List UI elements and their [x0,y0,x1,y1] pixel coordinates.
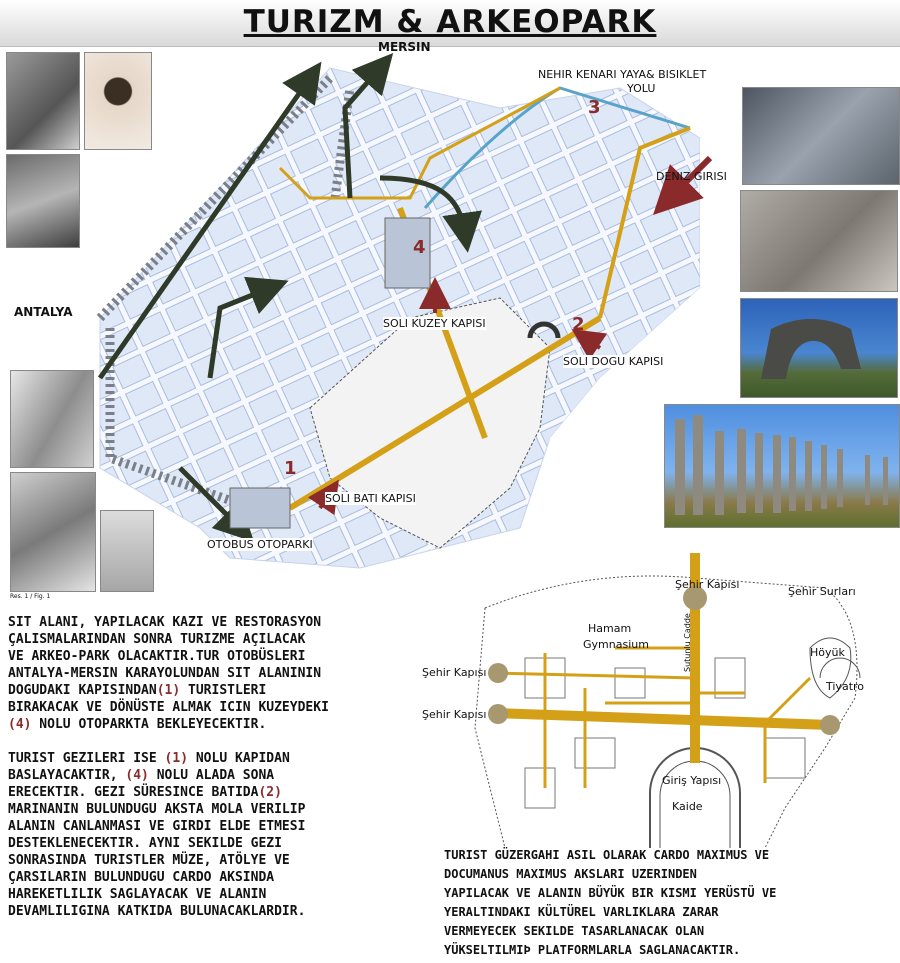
text-line: VE ARKEO-PARK OLACAKTIR.TUR OTOBÜSLERI [8,649,306,664]
text-line: SONRASINDA TURISTLER MÜZE, ATÖLYE VE [8,853,290,868]
text-span: TURISTLERI [180,683,267,698]
route-number-4: 4 [413,237,426,258]
label-bus-park: OTOBUS OTOPARKI [207,538,313,551]
ref-number: (4) [125,768,149,783]
photo-sculpture-head-2 [6,154,80,248]
ref-number: (1) [156,683,181,698]
text-span: NOLU ALADA SONA [148,768,275,783]
photo-excavation-1 [742,87,900,185]
plan-label-city-gate-left2: Şehir Kapısı [422,708,487,721]
text-span: BASLAYACAKTIR, [8,768,126,783]
text-line: ANTALYA-MERSIN KARAYOLUNDAN SIT ALANININ [8,666,322,681]
text-line: DEVAMLILIGINA KATKIDA BULUNACAKLARDIR. [8,904,306,919]
route-number-2: 2 [572,314,585,335]
plan-label-bath: Hamam [588,622,632,635]
label-mersin: MERSIN [378,40,431,54]
text-span: ERECEKTIR. GEZI SÜRESINCE BATIDA [8,785,259,800]
photo-statue-standing [100,510,154,592]
ref-number: (4) [8,717,32,732]
text-line [8,750,438,767]
text-line: HAREKETLILIK SAGLAYACAK VE ALANIN [8,887,267,902]
label-river-path: NEHIR KENARI YAYA& BISIKLET [538,68,707,81]
plan-label-base: Kaide [672,800,703,813]
photo-bronze-statuette [84,52,152,150]
text-line [8,682,438,699]
text-line: YAPILACAK VE ALANIN BÜYÜK BIR KISMI YERÜSTÜ VE [444,886,777,900]
label-antalya: ANTALYA [14,305,73,319]
label-river-path-2: YOLU [627,82,656,95]
text-line: TURIST GÜZERGAHI ASIL OLARAK CARDO MAXIMUS VE [444,848,770,862]
arch-shape [741,299,897,397]
text-span: NOLU OTOPARKTA BEKLEYECEKTIR. [31,717,267,732]
fig-caption: Res. 1 / Fig. 1 [10,593,51,600]
columns-shape [665,405,899,527]
text-span: NOLU KAPIDAN [188,751,290,766]
text-line: DOCUMANUS MAXIMUS AKSLARI UZERINDEN [444,867,697,881]
plan-label-city-gate-left1: Şehir Kapısı [422,666,487,679]
plan-label-gymnasium: Gymnasium [583,638,649,651]
text-line: MARINANIN BULUNDUGU AKSTA MOLA VERILIP [8,802,306,817]
plan-label-theatre: Tiyatro [826,680,865,693]
page-title: TURIZM & ARKEOPARK [243,4,657,40]
plan-label-city-gate-top: Şehir Kapısı [675,578,740,591]
text-line: VERMEYECEK SEKILDE TASARLANACAK OLAN [444,924,705,938]
description-left [8,614,438,920]
text-line: BIRAKACAK VE DÖNÜSTE ALMAK ICIN KUZEYDEKI [8,700,329,715]
plan-label-colonnade: Sutunlu Cadde [683,613,692,672]
label-east-gate: SOLI DOGU KAPISI [563,355,664,368]
route-number-3: 3 [588,97,601,118]
text-line: ÇALISMALARINDAN SONRA TURIZME AÇILACAK [8,632,306,647]
label-west-gate: SOLI BATI KAPISI [325,492,416,505]
photo-excavation-2 [740,190,898,292]
label-north-gate: SOLI KUZEY KAPISI [383,317,486,330]
text-line: YERALTINDAKI KÜLTÜREL VARLIKLARA ZARAR [444,905,719,919]
text-span: TURIST GEZILERI ISE [8,751,165,766]
label-sea-entrance: DENIZ GIRISI [656,170,727,183]
spacer [8,733,438,750]
photo-sculpture-head-1 [6,52,80,150]
ref-number: (1) [164,751,189,766]
text-line [8,716,438,733]
text-line: YÜKSELTILMIÞ PLATFORMLARLA SAGLANACAKTIR. [444,943,741,957]
text-line [8,767,438,784]
text-line: DESTEKLENECEKTIR. AYNI SEKILDE GEZI [8,836,282,851]
text-line [8,784,438,801]
plan-label-hoyuk: Höyük [810,646,845,659]
header-bar [0,0,900,47]
photo-marble-torso [10,370,94,468]
plan-label-city-walls: Şehir Surları [788,585,856,598]
route-number-1: 1 [284,458,297,479]
plan-label-entrance-building: Giriş Yapısı [662,774,722,787]
parking-bus [230,488,290,528]
photo-colonnade [664,404,900,528]
description-right [444,846,896,960]
photo-marble-figure [10,472,96,592]
text-span: DOGUDAKI KAPISINDAN [8,683,157,698]
ref-number: (2) [258,785,282,800]
text-line: ALANIN CANLANMASI VE GIRDI ELDE ETMESI [8,819,306,834]
text-line: SIT ALANI, YAPILACAK KAZI VE RESTORASYON [8,615,322,630]
photo-arch-ruin [740,298,898,398]
text-line: ÇARSILARIN BULUNDUGU CARDO AKSINDA [8,870,275,885]
